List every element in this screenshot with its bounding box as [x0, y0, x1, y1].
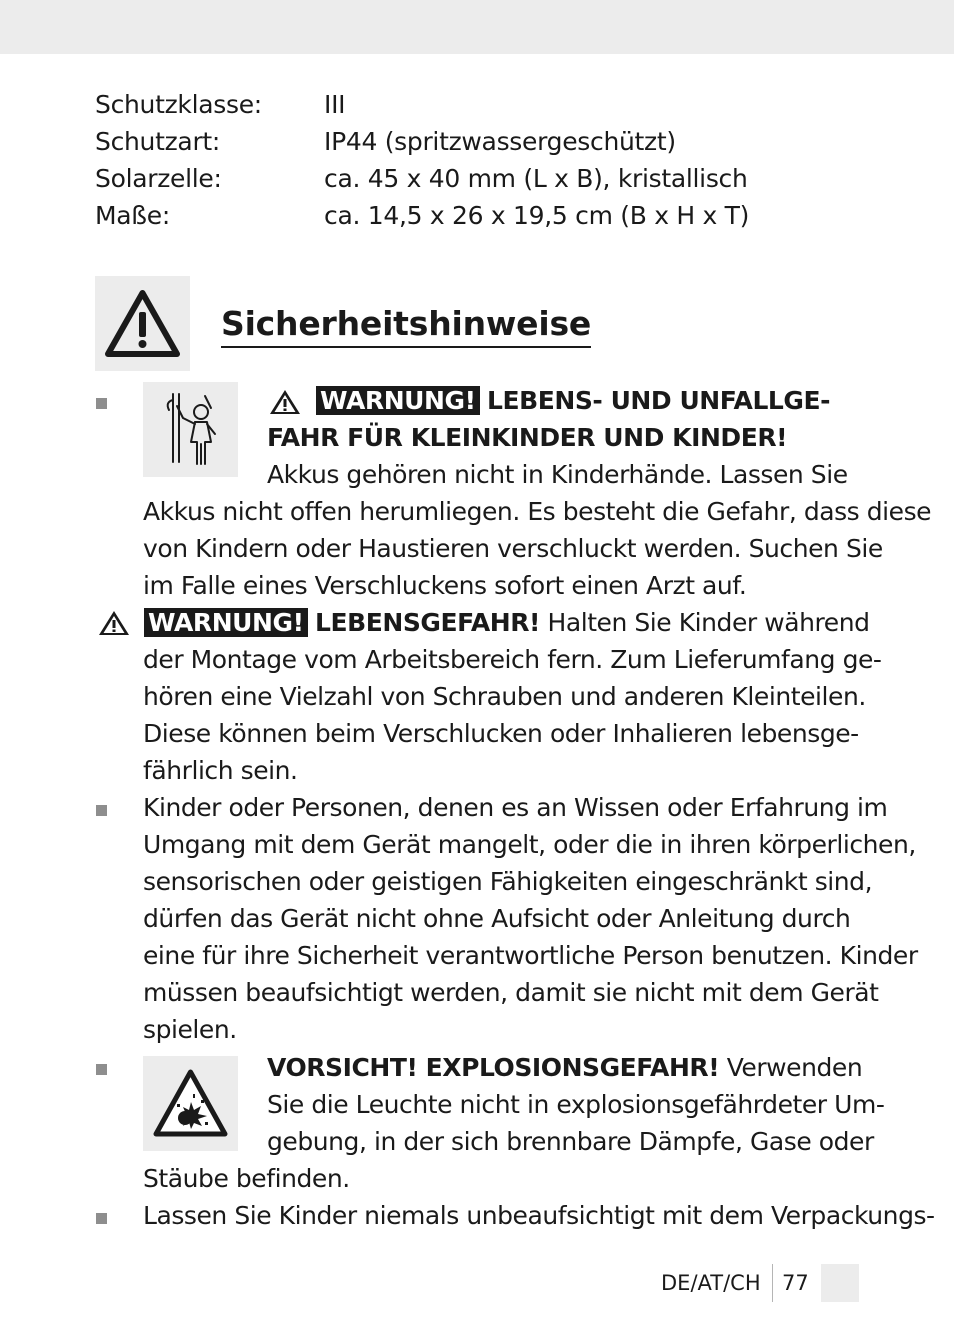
explosion-hazard-icon [143, 1056, 238, 1151]
item3-text-line: sensorischen oder geistigen Fähigkeiten eingeschränkt sind, [143, 867, 873, 896]
item3-text-line: dürfen das Gerät nicht ohne Aufsicht oder Anleitung durch [143, 904, 851, 933]
item4-text-line: Stäube befinden. [143, 1164, 350, 1193]
explosion-icon-box [143, 1056, 238, 1151]
warning-triangle-icon [95, 276, 190, 371]
item5-text-line: Lassen Sie Kinder niemals unbeaufsichtigt mit dem Verpackungs- [143, 1201, 935, 1230]
warning-triangle-icon [268, 388, 302, 416]
spec-value: IP44 (spritzwassergeschützt) [324, 127, 676, 156]
spec-key: Schutzart: [95, 127, 221, 156]
item1-heading2: FAHR FÜR KLEINKINDER UND KINDER! [267, 423, 788, 452]
item4-heading: VORSICHT! EXPLOSIONSGEFAHR! [267, 1053, 720, 1082]
warning-badge: WARNUNG! [144, 608, 308, 637]
item2-heading: LEBENSGEFAHR! [315, 608, 540, 637]
item3-text-line: müssen beaufsichtigt werden, damit sie nicht mit dem Gerät [143, 978, 879, 1007]
spec-value: ca. 14,5 x 26 x 19,5 cm (B x H x T) [324, 201, 750, 230]
footer-box [821, 1264, 859, 1302]
item3-text-line: Umgang mit dem Gerät mangelt, oder die in ihren körperlichen, [143, 830, 916, 859]
item1-heading1: LEBENS- UND UNFALLGE- [487, 386, 831, 415]
bullet [96, 1064, 107, 1075]
item4-first-text: Verwenden [726, 1053, 863, 1082]
item1-heading-line [316, 382, 830, 419]
spec-value: III [324, 90, 346, 119]
item2-text-line: der Montage vom Arbeitsbereich fern. Zum Lieferumfang ge- [143, 645, 882, 674]
section-warning-box [95, 276, 190, 371]
child-icon-box [143, 382, 238, 477]
item1-text-line: Akkus gehören nicht in Kinderhände. Lassen Sie [267, 460, 848, 489]
bullet [96, 398, 107, 409]
page-number: 77 [782, 1271, 809, 1295]
item2-heading-line [144, 604, 870, 641]
bullet [96, 805, 107, 816]
bullet [96, 1213, 107, 1224]
footer-language-code: DE/AT/CH [661, 1271, 761, 1295]
item3-text-line: eine für ihre Sicherheit verantwortliche Person benutzen. Kinder [143, 941, 918, 970]
item3-text-line: spielen. [143, 1015, 237, 1044]
item1-text-line: Akkus nicht offen herumliegen. Es besteht die Gefahr, dass diese [143, 497, 932, 526]
warning-triangle-icon [97, 609, 131, 637]
item1-text-line: im Falle eines Verschluckens sofort einen Arzt auf. [143, 571, 747, 600]
child-hazard-icon [143, 382, 238, 477]
item2-text-line: fährlich sein. [143, 756, 298, 785]
warning-badge: WARNUNG! [316, 386, 480, 415]
item1-text-line: von Kindern oder Haustieren verschluckt werden. Suchen Sie [143, 534, 883, 563]
item3-text-line: Kinder oder Personen, denen es an Wissen oder Erfahrung im [143, 793, 888, 822]
spec-value: ca. 45 x 40 mm (L x B), kristallisch [324, 164, 748, 193]
spec-key: Solarzelle: [95, 164, 222, 193]
item2-text-line: hören eine Vielzahl von Schrauben und anderen Kleinteilen. [143, 682, 866, 711]
section-title: Sicherheitshinweise [221, 302, 591, 348]
spec-key: Schutzklasse: [95, 90, 262, 119]
item2-first-text: Halten Sie Kinder während [547, 608, 870, 637]
item4-text-line: Sie die Leuchte nicht in explosionsgefährdeter Um- [267, 1090, 885, 1119]
spec-key: Maße: [95, 201, 170, 230]
item4-text-line: gebung, in der sich brennbare Dämpfe, Gase oder [267, 1127, 874, 1156]
top-bar [0, 0, 954, 54]
item2-text-line: Diese können beim Verschlucken oder Inhalieren lebensge- [143, 719, 859, 748]
item4-heading-line [267, 1049, 862, 1086]
footer-divider [772, 1264, 773, 1302]
